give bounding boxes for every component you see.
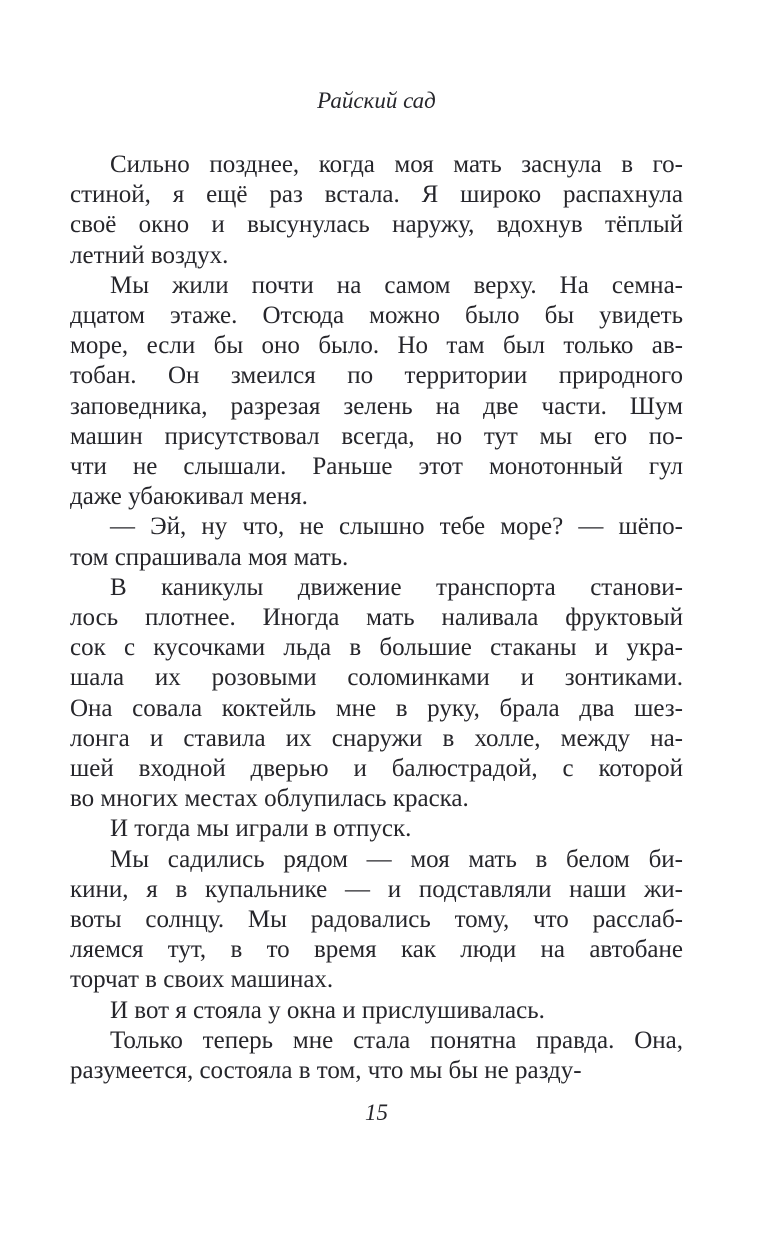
- text-line: во многих местах облупилась краска.: [70, 785, 469, 813]
- text-line: ляемся тут, в то время как люди на автобане: [70, 936, 683, 964]
- text-line: даже убаюкивал меня.: [70, 483, 308, 511]
- text-line: тобан. Он змеился по территории природного: [70, 362, 683, 390]
- text-line: — Эй, ну что, не слышно тебе море? — шёпо-: [110, 513, 683, 541]
- running-title: Райский сад: [317, 88, 436, 113]
- text-line: лось плотнее. Иногда мать наливала фруктовый: [70, 604, 683, 632]
- text-line: шей входной дверью и балюстрадой, с которой: [70, 755, 683, 783]
- text-line: том спрашивала моя мать.: [70, 543, 349, 571]
- text-line: стиной, я ещё раз встала. Я широко распахнула: [70, 181, 683, 209]
- page-number: 15: [365, 1100, 388, 1125]
- text-line: И вот я стояла у окна и прислушивалась.: [110, 996, 545, 1024]
- text-line: воты солнцу. Мы радовались тому, что расслаб-: [70, 906, 683, 934]
- text-line: машин присутствовал всегда, но тут мы его по-: [70, 422, 683, 450]
- text-line: торчат в своих машинах.: [70, 966, 334, 994]
- text-line: море, если бы оно было. Но там был только ав-: [70, 332, 683, 360]
- text-line: своё окно и высунулась наружу, вдохнув тёплый: [70, 211, 683, 239]
- text-line: кини, я в купальнике — и подставляли наши жи-: [70, 875, 683, 903]
- text-line: Только теперь мне стала понятна правда. Она,: [110, 1026, 683, 1054]
- text-line: дцатом этаже. Отсюда можно было бы увидеть: [70, 302, 683, 330]
- text-line: летний воздух.: [70, 241, 229, 269]
- text-line: заповедника, разрезая зелень на две части. Шум: [70, 392, 683, 420]
- text-line: шала их розовыми соломинками и зонтиками.: [70, 664, 683, 692]
- text-line: В каникулы движение транспорта станови-: [110, 573, 683, 601]
- text-line: И тогда мы играли в отпуск.: [110, 815, 412, 843]
- text-line: чти не слышали. Раньше этот монотонный гул: [70, 453, 683, 481]
- text-line: разумеется, состояла в том, что мы бы не разду-: [70, 1057, 582, 1085]
- body-text: [70, 150, 683, 1086]
- text-line: сок с кусочками льда в большие стаканы и укра-: [70, 634, 683, 662]
- text-line: Мы садились рядом — моя мать в белом би-: [110, 845, 683, 873]
- text-line: Она совала коктейль мне в руку, брала два шез-: [70, 694, 683, 722]
- text-line: Мы жили почти на самом верху. На семна-: [110, 271, 683, 299]
- text-line: Сильно позднее, когда моя мать заснула в го-: [110, 151, 683, 178]
- text-line: лонга и ставила их снаружи в холле, между на-: [70, 724, 683, 752]
